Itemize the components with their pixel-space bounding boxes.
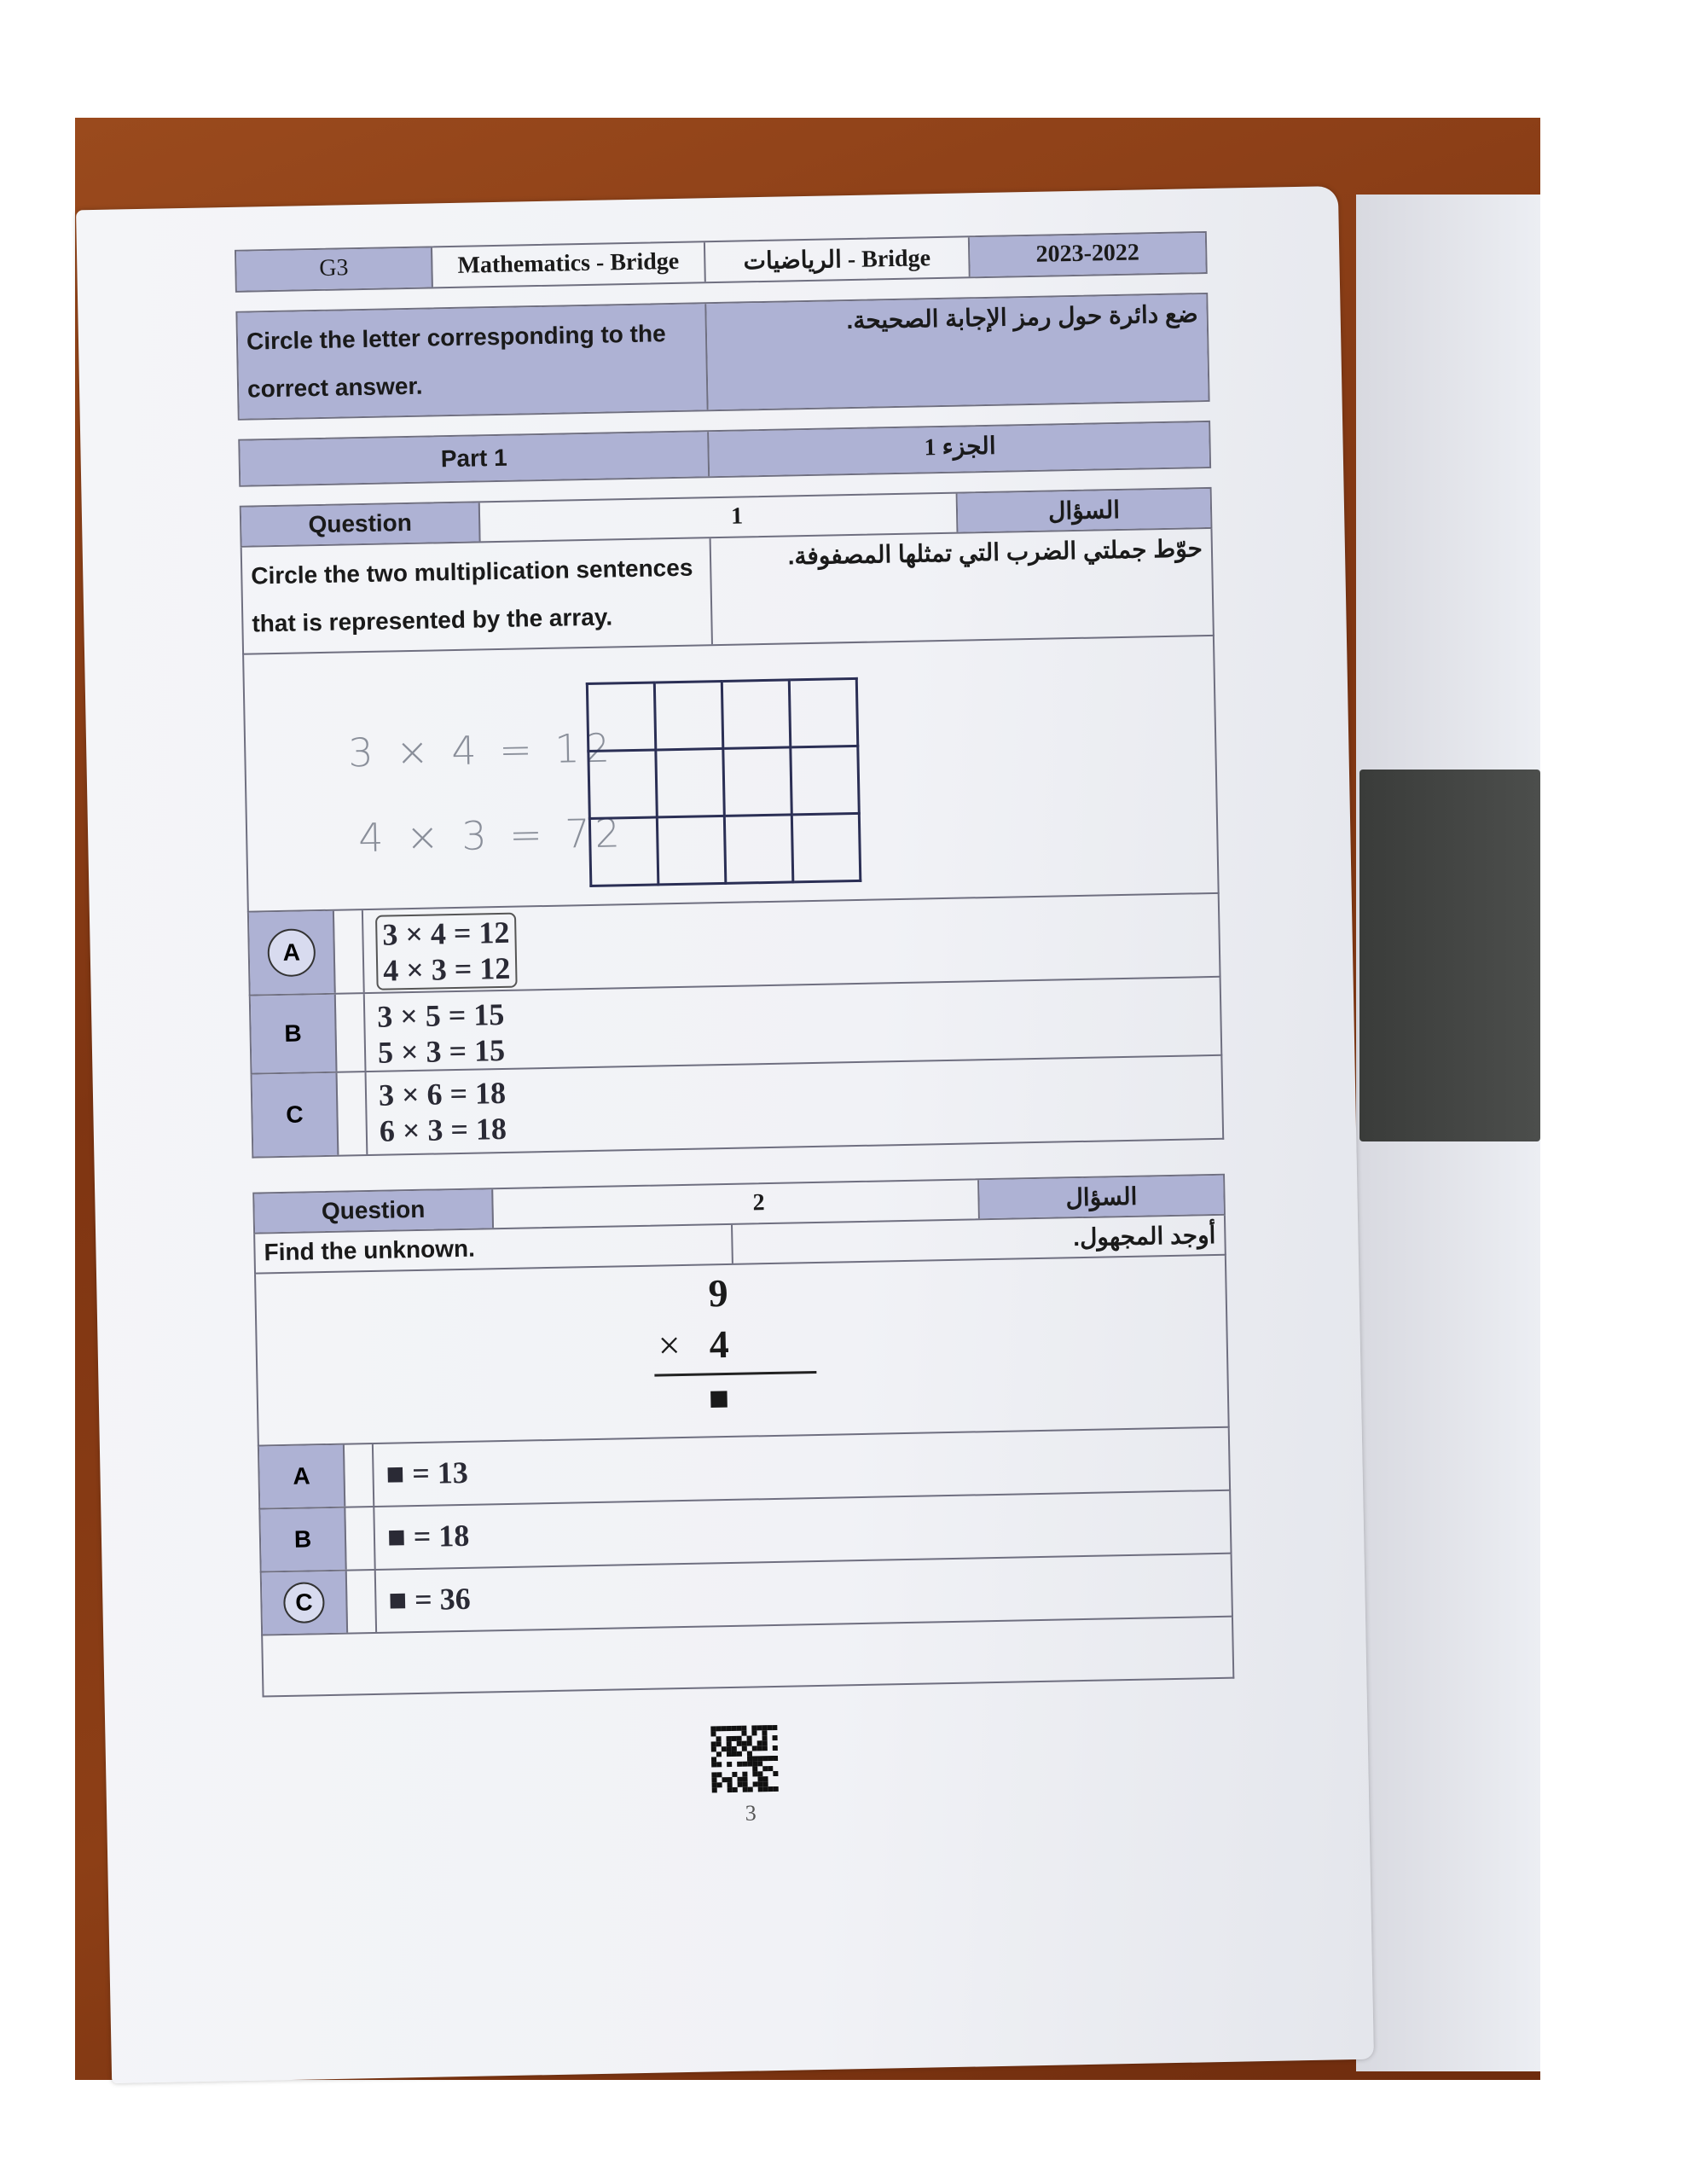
page-footer	[710, 1725, 789, 1827]
grade: G3	[236, 247, 433, 290]
array-cell	[657, 816, 726, 885]
handwriting-line1: 3 × 4 = 12	[347, 724, 616, 776]
question2-figure-row	[254, 1256, 1230, 1447]
dark-panel	[1359, 770, 1540, 1141]
part-en: Part 1	[240, 432, 710, 485]
option-body	[367, 1056, 1223, 1154]
multiplication-array	[586, 677, 862, 887]
question1-figure-row	[242, 636, 1220, 913]
multiply-operator: ×	[658, 1323, 681, 1368]
question2-number: 2	[493, 1180, 980, 1228]
question2-label-ar: السؤال	[979, 1176, 1224, 1218]
option-letter[interactable]: A	[259, 1445, 345, 1508]
array-cell	[654, 681, 723, 750]
question2-prompt-ar: أوجد المجهول.	[1072, 1221, 1216, 1252]
option-a-line2: 4 × 3 = 12	[382, 950, 511, 988]
array-cell	[587, 682, 656, 752]
option-b-line2: 5 × 3 = 15	[377, 1032, 506, 1070]
question1-number: 1	[480, 494, 959, 542]
array-cell	[588, 750, 658, 819]
question1-option-c[interactable]	[251, 1056, 1225, 1159]
option-a-circle: A	[267, 928, 316, 977]
question1-label-en: Question	[241, 502, 481, 545]
worksheet-page	[76, 186, 1374, 2083]
option-a-box	[375, 913, 518, 990]
vertical-multiplication	[256, 1256, 1228, 1445]
question2-label-en: Question	[254, 1189, 494, 1232]
option-letter[interactable]: B	[260, 1508, 346, 1571]
question1-prompt-ar: حوّط جملتي الضرب التي تمثلها المصفوفة.	[787, 535, 1203, 570]
array-cell	[722, 680, 791, 749]
option-c-line2: 6 × 3 = 18	[379, 1111, 507, 1148]
array-cell	[791, 813, 861, 882]
question1-prompt-en: Circle the two multiplication sentences that is represented by the array.	[242, 538, 713, 653]
part-row	[238, 421, 1211, 487]
handwriting-line2: 4 × 3 = 72	[357, 810, 626, 862]
option-c-circle: C	[283, 1582, 325, 1623]
array-cell	[791, 746, 860, 815]
array-cell	[589, 817, 658, 886]
instruction-row	[235, 293, 1209, 421]
array-cell	[724, 815, 793, 884]
worksheet-content	[235, 231, 1237, 1836]
array-cell	[723, 747, 792, 816]
multiplicand: 9	[708, 1270, 729, 1316]
header-row	[235, 231, 1208, 293]
subject-ar: الرياضيات - Bridge	[705, 237, 971, 282]
instruction-ar: ضع دائرة حول رمز الإجابة الصحيحة.	[706, 294, 1208, 410]
option-letter[interactable]	[249, 911, 336, 995]
option-letter[interactable]	[262, 1571, 348, 1635]
option-body	[363, 894, 1220, 992]
option-letter[interactable]: C	[252, 1073, 339, 1157]
option-c-line1: 3 × 6 = 18	[378, 1075, 507, 1112]
option-a-text: ■ = 13	[386, 1455, 469, 1491]
option-body	[365, 978, 1221, 1071]
unknown-box: ■	[708, 1378, 730, 1418]
page-number: 3	[745, 1800, 757, 1826]
question1-label-ar: السؤال	[958, 489, 1211, 532]
option-a-line1: 3 × 4 = 12	[382, 915, 510, 952]
option-c-text: ■ = 36	[388, 1581, 472, 1618]
question2-prompt-en: Find the unknown.	[255, 1225, 733, 1273]
subject-en: Mathematics - Bridge	[432, 242, 706, 287]
question1-figure	[244, 636, 1218, 911]
option-letter[interactable]: B	[251, 995, 338, 1073]
array-cell	[656, 748, 725, 817]
multiplier: 4	[709, 1321, 730, 1367]
qr-code-icon	[710, 1725, 778, 1792]
part-ar: الجزء 1	[709, 422, 1209, 476]
school-year: 2023-2022	[970, 233, 1206, 276]
array-cell	[789, 678, 858, 747]
instruction-en: Circle the letter corresponding to the correct answer.	[237, 304, 708, 419]
question1-prompt-row	[241, 529, 1215, 655]
option-b-line1: 3 × 5 = 15	[376, 996, 505, 1034]
sum-line	[654, 1371, 816, 1377]
option-b-text: ■ = 18	[386, 1518, 470, 1554]
